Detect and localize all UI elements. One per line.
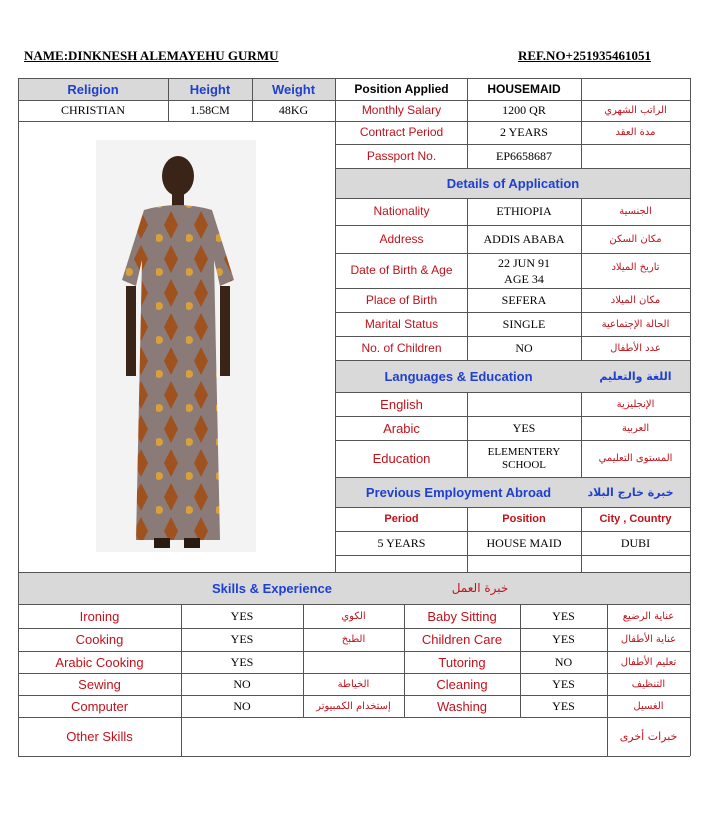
contract-period-value: 2 YEARS	[500, 125, 548, 139]
details-title: Details of Application	[446, 175, 580, 191]
skill-ironing-value: YES	[230, 608, 254, 623]
skill-cooking-label: Cooking	[75, 632, 124, 647]
address-value: ADDIS ABABA	[483, 231, 565, 246]
skill-cooking-value: YES	[230, 632, 254, 646]
address-arabic: مكان السكن	[609, 233, 662, 245]
skill-children-care-value: YES	[552, 632, 575, 646]
reference-number: REF.NO+251935461051	[518, 48, 651, 63]
employment-position-value: HOUSE MAID	[486, 535, 562, 550]
salary-label: Monthly Salary	[361, 103, 442, 117]
weight-label: Weight	[271, 81, 316, 97]
candidate-name: NAME:DINKNESH ALEMAYEHU GURMU	[24, 48, 279, 63]
passport-value: EP6658687	[495, 148, 552, 163]
skill-computer-arabic: إستخدام الكمبيوتر	[316, 700, 391, 712]
skill-cleaning-arabic: التنظيف	[631, 678, 666, 690]
position-value: HOUSEMAID	[487, 81, 561, 96]
employment-position-header: Position	[502, 512, 546, 525]
address-label: Address	[379, 231, 424, 246]
education-arabic: المستوى التعليمي	[598, 453, 673, 464]
person-figure-icon	[96, 140, 256, 552]
skill-arabic-cooking-label: Arabic Cooking	[55, 654, 144, 670]
skill-washing-value: YES	[552, 698, 575, 713]
religion-value: CHRISTIAN	[60, 103, 125, 117]
birthplace-arabic: مكان الميلاد	[610, 294, 661, 306]
dob-arabic: تاريخ الميلاد	[611, 261, 660, 273]
religion-label: Religion	[67, 81, 119, 97]
salary-value: 1200 QR	[502, 103, 546, 117]
contract-period-label: Contract Period	[359, 125, 444, 139]
weight-value: 48KG	[278, 103, 309, 117]
employment-title: Previous Employment Abroad	[365, 484, 552, 500]
skill-cleaning-value: YES	[552, 676, 575, 691]
nationality-value: ETHIOPIA	[496, 204, 552, 218]
dob-value: 22 JUN 91	[497, 255, 550, 270]
position-label: Position Applied	[354, 81, 449, 96]
age-value: AGE 34	[504, 271, 544, 286]
candidate-photo	[96, 140, 256, 552]
skills-title-arabic: خبرة العمل	[451, 580, 509, 595]
skill-baby-sitting-arabic: عناية الرضيع	[622, 610, 675, 622]
employment-title-arabic: خبرة خارج البلاد	[587, 485, 674, 499]
languages-title: Languages & Education	[384, 368, 533, 384]
nationality-label: Nationality	[373, 204, 430, 218]
english-value	[467, 392, 581, 416]
skill-sewing-value: NO	[233, 676, 251, 691]
skill-tutoring-value: NO	[554, 654, 573, 669]
passport-label: Passport No.	[366, 148, 437, 163]
skills-title: Skills & Experience	[212, 580, 332, 596]
children-arabic: عدد الأطفال	[610, 342, 661, 354]
height-label: Height	[189, 81, 231, 97]
skill-washing-label: Washing	[436, 698, 488, 714]
height-value: 1.58CM	[190, 103, 230, 117]
employment-location-value: DUBI	[620, 535, 651, 550]
arabic-value: YES	[512, 420, 536, 435]
birthplace-label: Place of Birth	[365, 292, 438, 307]
skill-computer-label: Computer	[70, 698, 129, 714]
dob-label: Date of Birth & Age	[350, 263, 453, 277]
arabic-arabic: العربية	[621, 422, 650, 434]
skill-cleaning-label: Cleaning	[436, 676, 488, 692]
skill-arabic-cooking-value: YES	[230, 654, 254, 669]
marital-value: SINGLE	[502, 316, 546, 331]
skill-children-care-label: Children Care	[421, 632, 503, 647]
marital-label: Marital Status	[364, 316, 439, 331]
skill-baby-sitting-value: YES	[552, 608, 575, 623]
salary-arabic: الراتب الشهري	[604, 105, 667, 116]
skill-sewing-label: Sewing	[78, 676, 121, 692]
contract-period-arabic: مدة العقد	[615, 127, 656, 138]
skill-cooking-arabic: الطبخ	[341, 634, 366, 645]
skill-sewing-arabic: الخياطة	[337, 678, 370, 690]
birthplace-value: SEFERA	[501, 292, 547, 307]
children-label: No. of Children	[361, 340, 442, 355]
education-value: ELEMENTERY SCHOOL	[487, 445, 561, 471]
skill-baby-sitting-label: Baby Sitting	[427, 608, 497, 624]
education-label: Education	[372, 451, 431, 466]
skill-tutoring-label: Tutoring	[438, 654, 486, 670]
employment-location-header: City , Country	[599, 512, 672, 525]
children-value: NO	[515, 340, 533, 355]
skill-washing-arabic: الغسيل	[633, 700, 664, 712]
skill-computer-value: NO	[233, 698, 251, 713]
other-skills-label: Other Skills	[66, 729, 133, 744]
skill-children-care-arabic: عناية الأطفال	[620, 634, 677, 645]
other-skills-arabic: خبرات أخرى	[619, 730, 678, 743]
english-label: English	[380, 396, 423, 412]
english-arabic: الإنجليزية	[616, 398, 655, 410]
arabic-label: Arabic	[383, 420, 420, 436]
skill-tutoring-arabic: تعليم الأطفال	[620, 656, 677, 668]
languages-title-arabic: اللغة والتعليم	[599, 369, 672, 383]
marital-arabic: الحالة الإجتماعية	[601, 318, 670, 330]
employment-period-header: Period	[384, 512, 419, 525]
nationality-arabic: الجنسية	[619, 206, 652, 217]
skill-ironing-arabic: الكوي	[341, 610, 366, 622]
skill-ironing-label: Ironing	[79, 608, 120, 624]
employment-period-value: 5 YEARS	[377, 535, 426, 550]
